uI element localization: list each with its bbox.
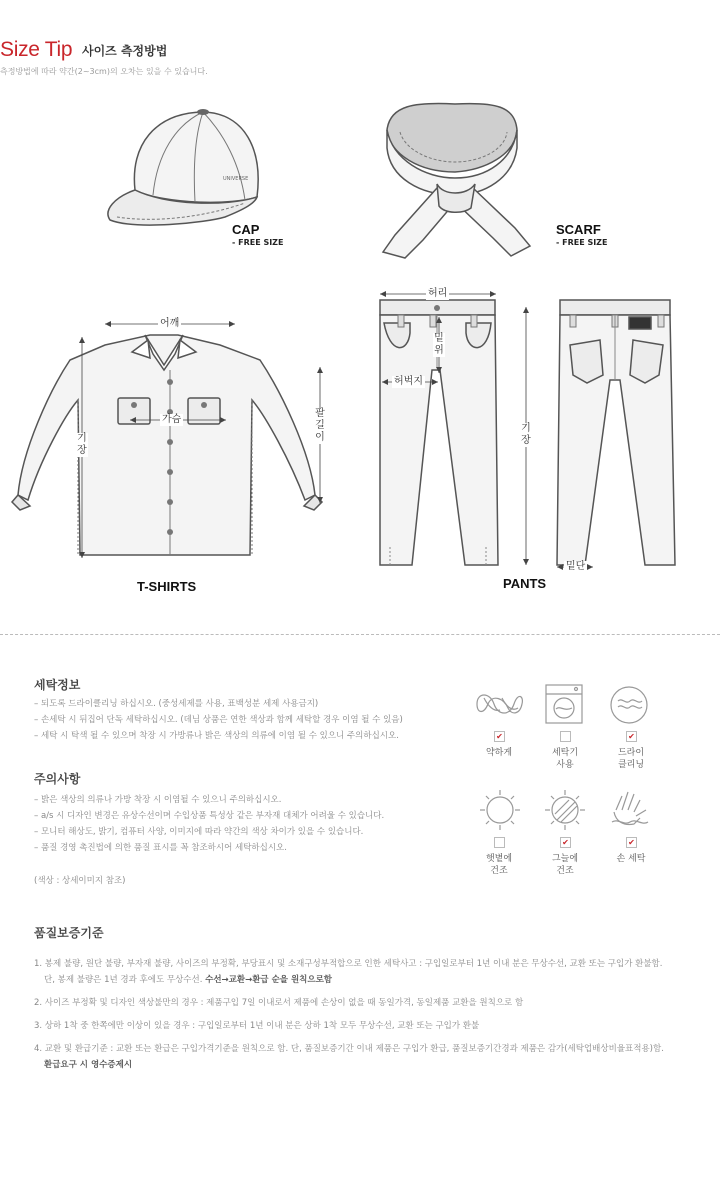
color-note: (색상 : 상세이미지 참조) xyxy=(34,876,126,886)
section-divider xyxy=(0,634,720,635)
hem-label: 밑단 xyxy=(566,561,586,572)
guarantee-line: 단, 봉제 불량은 1년 경과 후에도 무상수선. 수선→교환→환급 순을 원칙으로함 xyxy=(44,975,333,985)
page-title: Size Tip xyxy=(0,38,73,61)
chest-label: 가슴 xyxy=(162,414,182,425)
wash-info-line: – 되도록 드라이클리닝 하십시오. (중성세제를 사용, 표백성분 세제 사용금지) xyxy=(34,699,319,709)
dry-clean-label: 드라이 클리닝 xyxy=(617,748,645,770)
cap-illustration xyxy=(95,105,275,230)
scarf-label: SCARF xyxy=(556,222,601,237)
thigh-label: 허벅지 xyxy=(394,376,423,387)
guarantee-title: 품질보증기준 xyxy=(34,926,104,940)
caution-line: – 밝은 색상의 의류나 가방 착장 시 이염될 수 있으니 주의하십시오. xyxy=(34,795,282,805)
guarantee-line: 환급요구 시 영수증제시 xyxy=(44,1060,133,1070)
washing-machine-check xyxy=(560,731,571,742)
shoulder-label: 어깨 xyxy=(160,318,180,329)
pants-length-label: 기장 xyxy=(521,423,531,446)
guarantee-line: 4. 교환 및 환급기준 : 교환 또는 환급은 구입가격기준을 원칙으로 함. 단, 품질보증기간 이내 제품은 구입가 환급, 품질보증기간경과 제품은 감가(세탁업배상비율표적용)함. xyxy=(34,1044,664,1054)
shade-dry-icon xyxy=(543,788,587,832)
caution-line: – 품질 경영 촉진법에 의한 품질 표시를 꼭 참조하시어 세탁하십시오. xyxy=(34,843,287,853)
gentle-wash-label: 약하게 xyxy=(485,748,513,758)
sun-dry-check xyxy=(494,837,505,848)
wash-info-line: – 세탁 시 탁색 될 수 있으며 착장 시 가방류나 밝은 색상의 의류에 이염 될 수 있으니 주의하십시오. xyxy=(34,731,399,741)
gentle-wash-check: ✔ xyxy=(494,731,505,742)
shirt-illustration xyxy=(10,330,350,570)
caution-title: 주의사항 xyxy=(34,772,81,786)
cap-label: CAP xyxy=(232,222,260,237)
wash-info-title: 세탁정보 xyxy=(34,678,81,692)
hand-wash-icon xyxy=(610,788,650,828)
wash-info-line: – 손세탁 시 뒤집어 단독 세탁하십시오. (데님 상품은 연한 색상과 함께 세탁할 경우 이염 될 수 있음) xyxy=(34,715,403,725)
pants-label: PANTS xyxy=(503,576,547,591)
page-title-korean: 사이즈 측정방법 xyxy=(82,44,168,58)
gentle-wash-icon xyxy=(472,686,526,722)
sleeve-label: 팔길이 xyxy=(315,408,325,443)
page-subtitle: 측정방법에 따라 약간(2~3cm)의 오차는 있을 수 있습니다. xyxy=(0,67,208,76)
cap-size: - FREE SIZE xyxy=(232,238,284,247)
shade-dry-check: ✔ xyxy=(560,837,571,848)
scarf-size: - FREE SIZE xyxy=(556,238,608,247)
hand-wash-check: ✔ xyxy=(626,837,637,848)
washing-machine-label: 세탁기 사용 xyxy=(551,748,579,770)
waist-label: 허리 xyxy=(428,288,448,299)
sun-dry-label: 햇볕에 건조 xyxy=(485,854,513,876)
shirt-length-label: 기장 xyxy=(77,433,87,456)
guarantee-line: 2. 사이즈 부정확 및 디자인 색상불만의 경우 : 제품구입 7일 이내로서 제품에 손상이 없을 때 동일가격, 동일제품 교환을 원칙으로 함 xyxy=(34,998,524,1008)
cap-logo: UNIVERSE xyxy=(223,176,249,182)
tshirts-label: T-SHIRTS xyxy=(137,579,197,594)
pants-back-illustration xyxy=(545,295,685,570)
guarantee-line: 3. 상하 1착 중 한쪽에만 이상이 있을 경우 : 구입일로부터 1년 이내 분은 상하 1착 모두 무상수선, 교환 또는 구입가 환불 xyxy=(34,1021,480,1031)
washing-machine-icon xyxy=(543,682,585,726)
scarf-illustration xyxy=(375,100,545,265)
dry-clean-icon xyxy=(608,684,650,726)
rise-label: 밑위 xyxy=(434,333,444,356)
sun-dry-icon xyxy=(478,788,522,832)
hand-wash-label: 손 세탁 xyxy=(616,854,646,864)
dry-clean-check: ✔ xyxy=(626,731,637,742)
shade-dry-label: 그늘에 건조 xyxy=(551,854,579,876)
guarantee-line: 1. 봉제 불량, 원단 불량, 부자재 불량, 사이즈의 부정확, 부당표시 및 소재구성부적합으로 인한 세탁사고 : 구입일로부터 1년 이내 분은 무상수선, 교환 또는 구입가 환불함. xyxy=(34,959,663,969)
caution-line: – a/s 시 디자인 변경은 유상수선이며 수입상품 특성상 같은 부자재 대체가 어려울 수 있습니다. xyxy=(34,811,385,821)
caution-line: – 모니터 해상도, 밝기, 컴퓨터 사양, 이미지에 따라 약간의 색상 차이가 있을 수 있습니다. xyxy=(34,827,364,837)
